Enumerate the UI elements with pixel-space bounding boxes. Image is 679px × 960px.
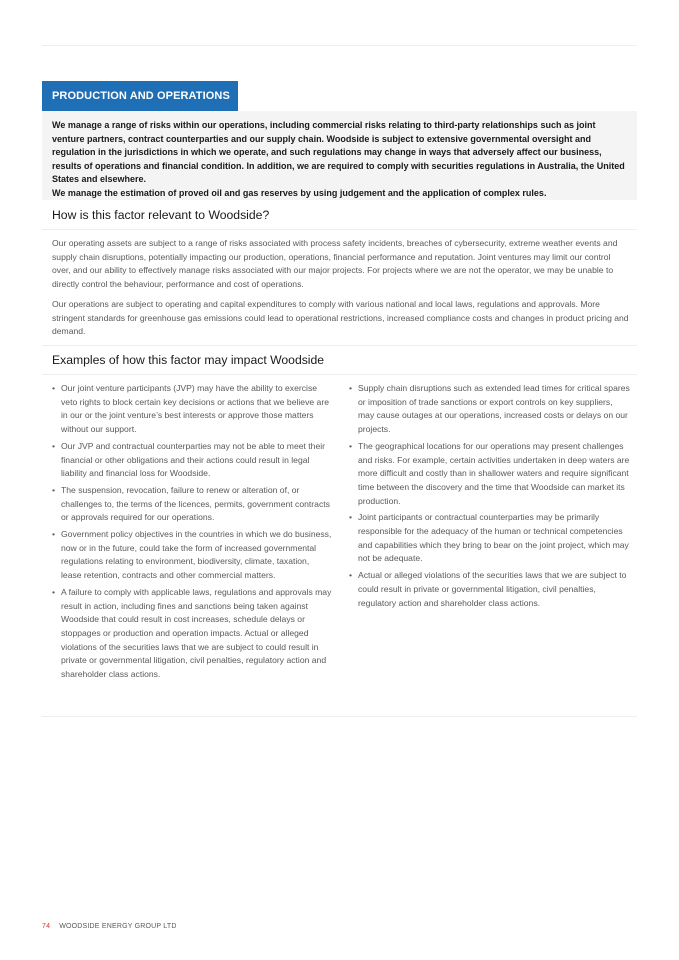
- list-item: [52, 484, 332, 525]
- bullet-icon: •: [52, 383, 56, 393]
- list-item: [349, 511, 631, 566]
- list-item-text: Actual or alleged violations of the securities laws that we are subject to could result in private or governmental litigation, civil penalties, regulatory action and shareholder class actions.: [358, 570, 627, 608]
- list-item: [52, 586, 332, 682]
- list-item: [349, 569, 631, 610]
- list-item-text: The geographical locations for our operations may present challenges and risks. For example, certain activities undertaken in deep waters are more difficult and costly than in shallower waters and require significant time between the discovery and the time that Woodside can market its production.: [358, 440, 630, 506]
- impacts-heading: Examples of how this factor may impact Woodside: [52, 353, 325, 367]
- divider: [42, 716, 637, 717]
- list-item-text: Supply chain disruptions such as extended lead times for critical spares or imposition of trade sanctions or export controls on key suppliers, may cause outages at our operations, increased costs or delays on our projects.: [358, 383, 630, 435]
- divider: [42, 374, 637, 375]
- bullet-icon: •: [52, 586, 56, 597]
- list-item: [349, 440, 631, 509]
- list-item: [52, 440, 332, 481]
- bullet-icon: •: [52, 440, 56, 451]
- bullet-icon: •: [52, 484, 56, 495]
- top-divider: [42, 45, 637, 46]
- list-item-text: A failure to comply with applicable laws, regulations and approvals may result in action, including fines and sanctions being taken against Woodside that could result in cost increases, schedule delays or stoppages or production and operation impacts. Actual or alleged violations of the securities laws that we are subject to could result in private or governmental litigation, civil penalties, regulatory action and shareholder class actions.: [61, 586, 332, 680]
- list-item-text: Joint participants or contractual counterparties may be primarily responsible for the adequacy of the human or technical competencies and capabilities which they bring to bear on the joint project, which may not be adequate.: [358, 512, 629, 564]
- relevance-body: [52, 237, 630, 345]
- list-item: [52, 528, 332, 583]
- relevance-paragraph: Our operating assets are subject to a range of risks associated with process safety incidents, breaches of cybersecurity, extreme weather events and supply chain disruptions, potentially impacting our production, operations, financial performance and reputation. Joint ventures may limit our control over, and our ability to effectively manage risks associated with our major projects. For projects where we are not the operator, we may be unable to directly control the behaviour, performance and cost of operations.: [52, 238, 618, 290]
- bullet-icon: •: [349, 512, 353, 523]
- list-item-text: Our JVP and contractual counterparties may not be able to meet their financial or other obligations and their actions could result in legal liability and financial loss for Woodside.: [61, 440, 326, 479]
- page-number: 74: [42, 923, 51, 930]
- company-name: WOODSIDE ENERGY GROUP LTD: [59, 923, 177, 930]
- summary-box: [42, 111, 637, 200]
- section-title: PRODUCTION AND OPERATIONS: [42, 81, 238, 111]
- list-item: [349, 382, 631, 437]
- impacts-left-column: [52, 382, 332, 685]
- bullet-icon: •: [349, 440, 353, 451]
- summary-paragraph-2: We manage the estimation of proved oil and gas reserves by using judgement and the application of complex rules.: [52, 187, 547, 198]
- relevance-paragraph: Our operations are subject to operating and capital expenditures to comply with various national and local laws, regulations and approvals. More stringent standards for greenhouse gas emissions could lead to operational restrictions, increased compliance costs and changes in product pricing and demand.: [52, 298, 629, 337]
- list-item-text: Government policy objectives in the countries in which we do business, now or in the future, could take the form of increased governmental regulations relating to environment, biodiversity, climate, taxation, lease retention, contracts and other commercial matters.: [61, 529, 332, 581]
- list-item-text: Our joint venture participants (JVP) may have the ability to exercise veto rights to block certain key decisions or actions that we believe are in our or the joint venture’s best interests or approve those matters without our support.: [61, 383, 329, 435]
- divider: [42, 345, 637, 346]
- divider: [42, 229, 637, 230]
- impacts-right-column: [349, 382, 631, 613]
- bullet-icon: •: [349, 570, 353, 581]
- list-item: [52, 382, 332, 437]
- impacts-list-right: [349, 382, 631, 610]
- bullet-icon: •: [52, 529, 56, 540]
- list-item-text: The suspension, revocation, failure to renew or alteration of, or challenges to, the terms of the licences, permits, government contracts or approvals required for our operations.: [61, 484, 330, 523]
- impacts-list-left: [52, 382, 332, 682]
- relevance-heading: How is this factor relevant to Woodside?: [52, 208, 270, 222]
- bullet-icon: •: [349, 383, 353, 393]
- summary-paragraph: We manage a range of risks within our operations, including commercial risks relating to third-party relationships such as joint venture partners, contract counterparties and our supply chain. Woodside is subject to extensive governmental oversight and regulation in the jurisdictions in which we operate, and such regulations may change in ways that adversely affect our business, results of operations and financial condition. In addition, we are required to comply with securities regulations in Australia, the United States and elsewhere.: [52, 120, 625, 185]
- page-footer: [42, 923, 177, 930]
